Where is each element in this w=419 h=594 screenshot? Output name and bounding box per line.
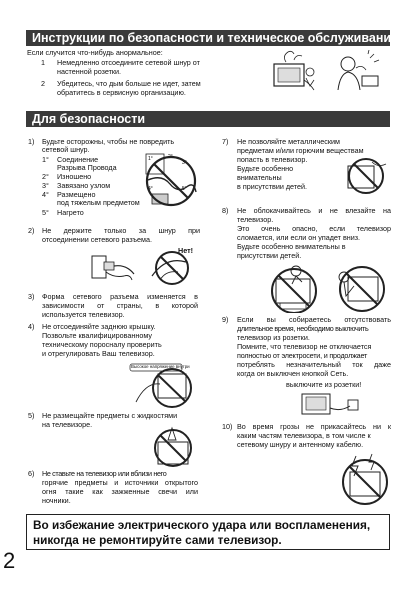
subitem-num: 4° — [42, 190, 49, 199]
liquid-on-tv-prohibited-illustration — [142, 426, 202, 468]
item-line: полностью от электросети, и продолжает — [237, 351, 368, 360]
item-line: Будьте особенно внимательны в — [237, 242, 346, 251]
intro-item-num: 2 — [41, 79, 45, 88]
item-line: и отрегулировать Ваш телевизор. — [42, 349, 155, 358]
item-line: каким частям телевизора, в том числе к — [237, 431, 371, 440]
item-line: Это очень опасно, если телевизор — [237, 224, 391, 233]
item-line: сетевому шнуру и антенному кабелю. — [237, 440, 364, 449]
item-line: телевизор. — [237, 215, 274, 224]
page-number: 2 — [3, 548, 16, 573]
thunderstorm-prohibited-illustration — [338, 452, 392, 506]
item-line: Не отсоединяйте заднюю крышку. — [42, 322, 156, 331]
item-line: горячие предметы и источники открытого — [42, 478, 198, 487]
subitem-num: 3° — [42, 181, 49, 190]
item-num: 1) — [28, 137, 35, 146]
item-line: огня такие как зажженные свечи или — [42, 487, 198, 496]
subitem-line: Размещено — [57, 190, 96, 199]
damaged-cord-illustration — [142, 150, 200, 212]
tv-smoke-illustration — [266, 50, 318, 95]
item-line: внимательны — [237, 173, 282, 182]
item-num: 10) — [222, 422, 233, 431]
subitem-num: 1° — [42, 155, 49, 164]
subitem-num: 5° — [42, 208, 49, 217]
item-line: техническому поросналу проверить — [42, 340, 162, 349]
subitem-num: 2° — [42, 172, 49, 181]
item-line: ночники. — [42, 496, 71, 505]
phone-call-service-illustration — [326, 50, 384, 98]
item-line: в присутствии детей. — [237, 182, 308, 191]
subitem-line: Изношено — [57, 172, 92, 181]
item-num: 8) — [222, 206, 229, 215]
item-num: 4) — [28, 322, 35, 331]
item-line: Во время грозы не прикасайтесь ни к — [237, 422, 391, 431]
item-line: попасть в телевизор. — [237, 155, 308, 164]
item-line: Не держите только за шнур при — [42, 226, 200, 235]
subitem-line: Разрыва Провода — [57, 163, 117, 172]
warning-line: Во избежание электрического удара или воспламенения, — [33, 518, 371, 532]
warning-line: никогда не ремонтируйте сами телевизор. — [33, 533, 282, 547]
item-line: Если вы собираетесь отсутствовать — [237, 315, 391, 324]
intro-item-num: 1 — [41, 58, 45, 67]
item-line: длительное время, необходимо выключить — [237, 324, 369, 333]
item-line: присутствии детей. — [237, 251, 302, 260]
back-cover-prohibited-illustration — [128, 362, 202, 410]
pull-cord-prohibited-illustration — [146, 246, 202, 288]
item-num: 2) — [28, 226, 35, 235]
svg-text:3°: 3° — [182, 160, 187, 166]
item-line: потреблять незначительный ток даже — [237, 360, 391, 369]
item-line: отсоединении сетевого разъема. — [42, 235, 152, 244]
intro-item-line: обратитесь в сервисную организацию. — [57, 88, 186, 97]
item-line: на телевизоре. — [42, 420, 93, 429]
item-line: когда он выключен кнопкой Сеть. — [237, 369, 349, 378]
climbing-child-illustration — [266, 263, 328, 313]
svg-text:1°: 1° — [148, 156, 153, 162]
intro-item-line: настенной розетки. — [57, 67, 122, 76]
item-num: 7) — [222, 137, 229, 146]
unplug-tv-illustration — [298, 390, 362, 418]
item-line: используется телевизор. — [42, 310, 125, 319]
subitem-line: Соединение — [57, 155, 99, 164]
item-line: сломается, или если он упадет вниз. — [237, 233, 361, 242]
svg-text:2°: 2° — [168, 154, 173, 160]
metal-objects-prohibited-illustration — [342, 156, 390, 196]
item-line: зависимости от страны, в которой — [42, 301, 198, 310]
plug-grip-illustration — [88, 248, 138, 286]
intro-item-line: Немедленно отсоедините сетевой шнур от — [57, 58, 200, 67]
item-line: Будьте осторожны, чтобы не повредить — [42, 137, 175, 146]
unplug-label: выключите из розетки! — [286, 380, 362, 389]
item-line: Не размещайте предметы с жидкостями — [42, 411, 178, 420]
item-num: 3) — [28, 292, 35, 301]
item-line: Форма сетевого разъема изменяется в — [42, 292, 198, 301]
item-line: Не позволяйте металлическим — [237, 137, 340, 146]
item-num: 6) — [28, 469, 35, 478]
item-num: 5) — [28, 411, 35, 420]
svg-text:4°: 4° — [148, 186, 153, 192]
intro-lead: Если случится что-нибудь анормальное: — [27, 48, 163, 57]
item-line: Будьте особенно — [237, 164, 294, 173]
item-num: 9) — [222, 315, 229, 324]
high-voltage-label: Высокое напряжение внутри — [131, 364, 190, 369]
repair-warning-box — [26, 514, 390, 550]
item-line: Не облокачивайтесь и не влезайте на — [237, 206, 391, 215]
no-label: Нет! — [178, 246, 194, 255]
leaning-child-illustration — [332, 263, 392, 313]
item-line: сетевой шнур. — [42, 145, 90, 154]
item-line: Помните, что телевизор не отключается — [237, 342, 372, 351]
item-line: предметам и/или горючим веществам — [237, 146, 364, 155]
svg-text:5°: 5° — [182, 186, 187, 192]
item-line: Не ставьте на телевизор или вблизи него — [42, 469, 167, 478]
subitem-line: под тяжелым предметом — [57, 198, 140, 207]
item-line: Позвольте квалифицированному — [42, 331, 152, 340]
intro-item-line: Убедитесь, что дым больше не идет, затем — [57, 79, 201, 88]
subitem-line: Нагрето — [57, 208, 84, 217]
section-header-safety: Для безопасности — [26, 111, 390, 127]
item-line: телевизор из розетки. — [237, 333, 310, 342]
subitem-line: Завязано узлом — [57, 181, 111, 190]
section-header-maintenance: Инструкции по безопасности и техническое обслуживание — [26, 30, 390, 46]
